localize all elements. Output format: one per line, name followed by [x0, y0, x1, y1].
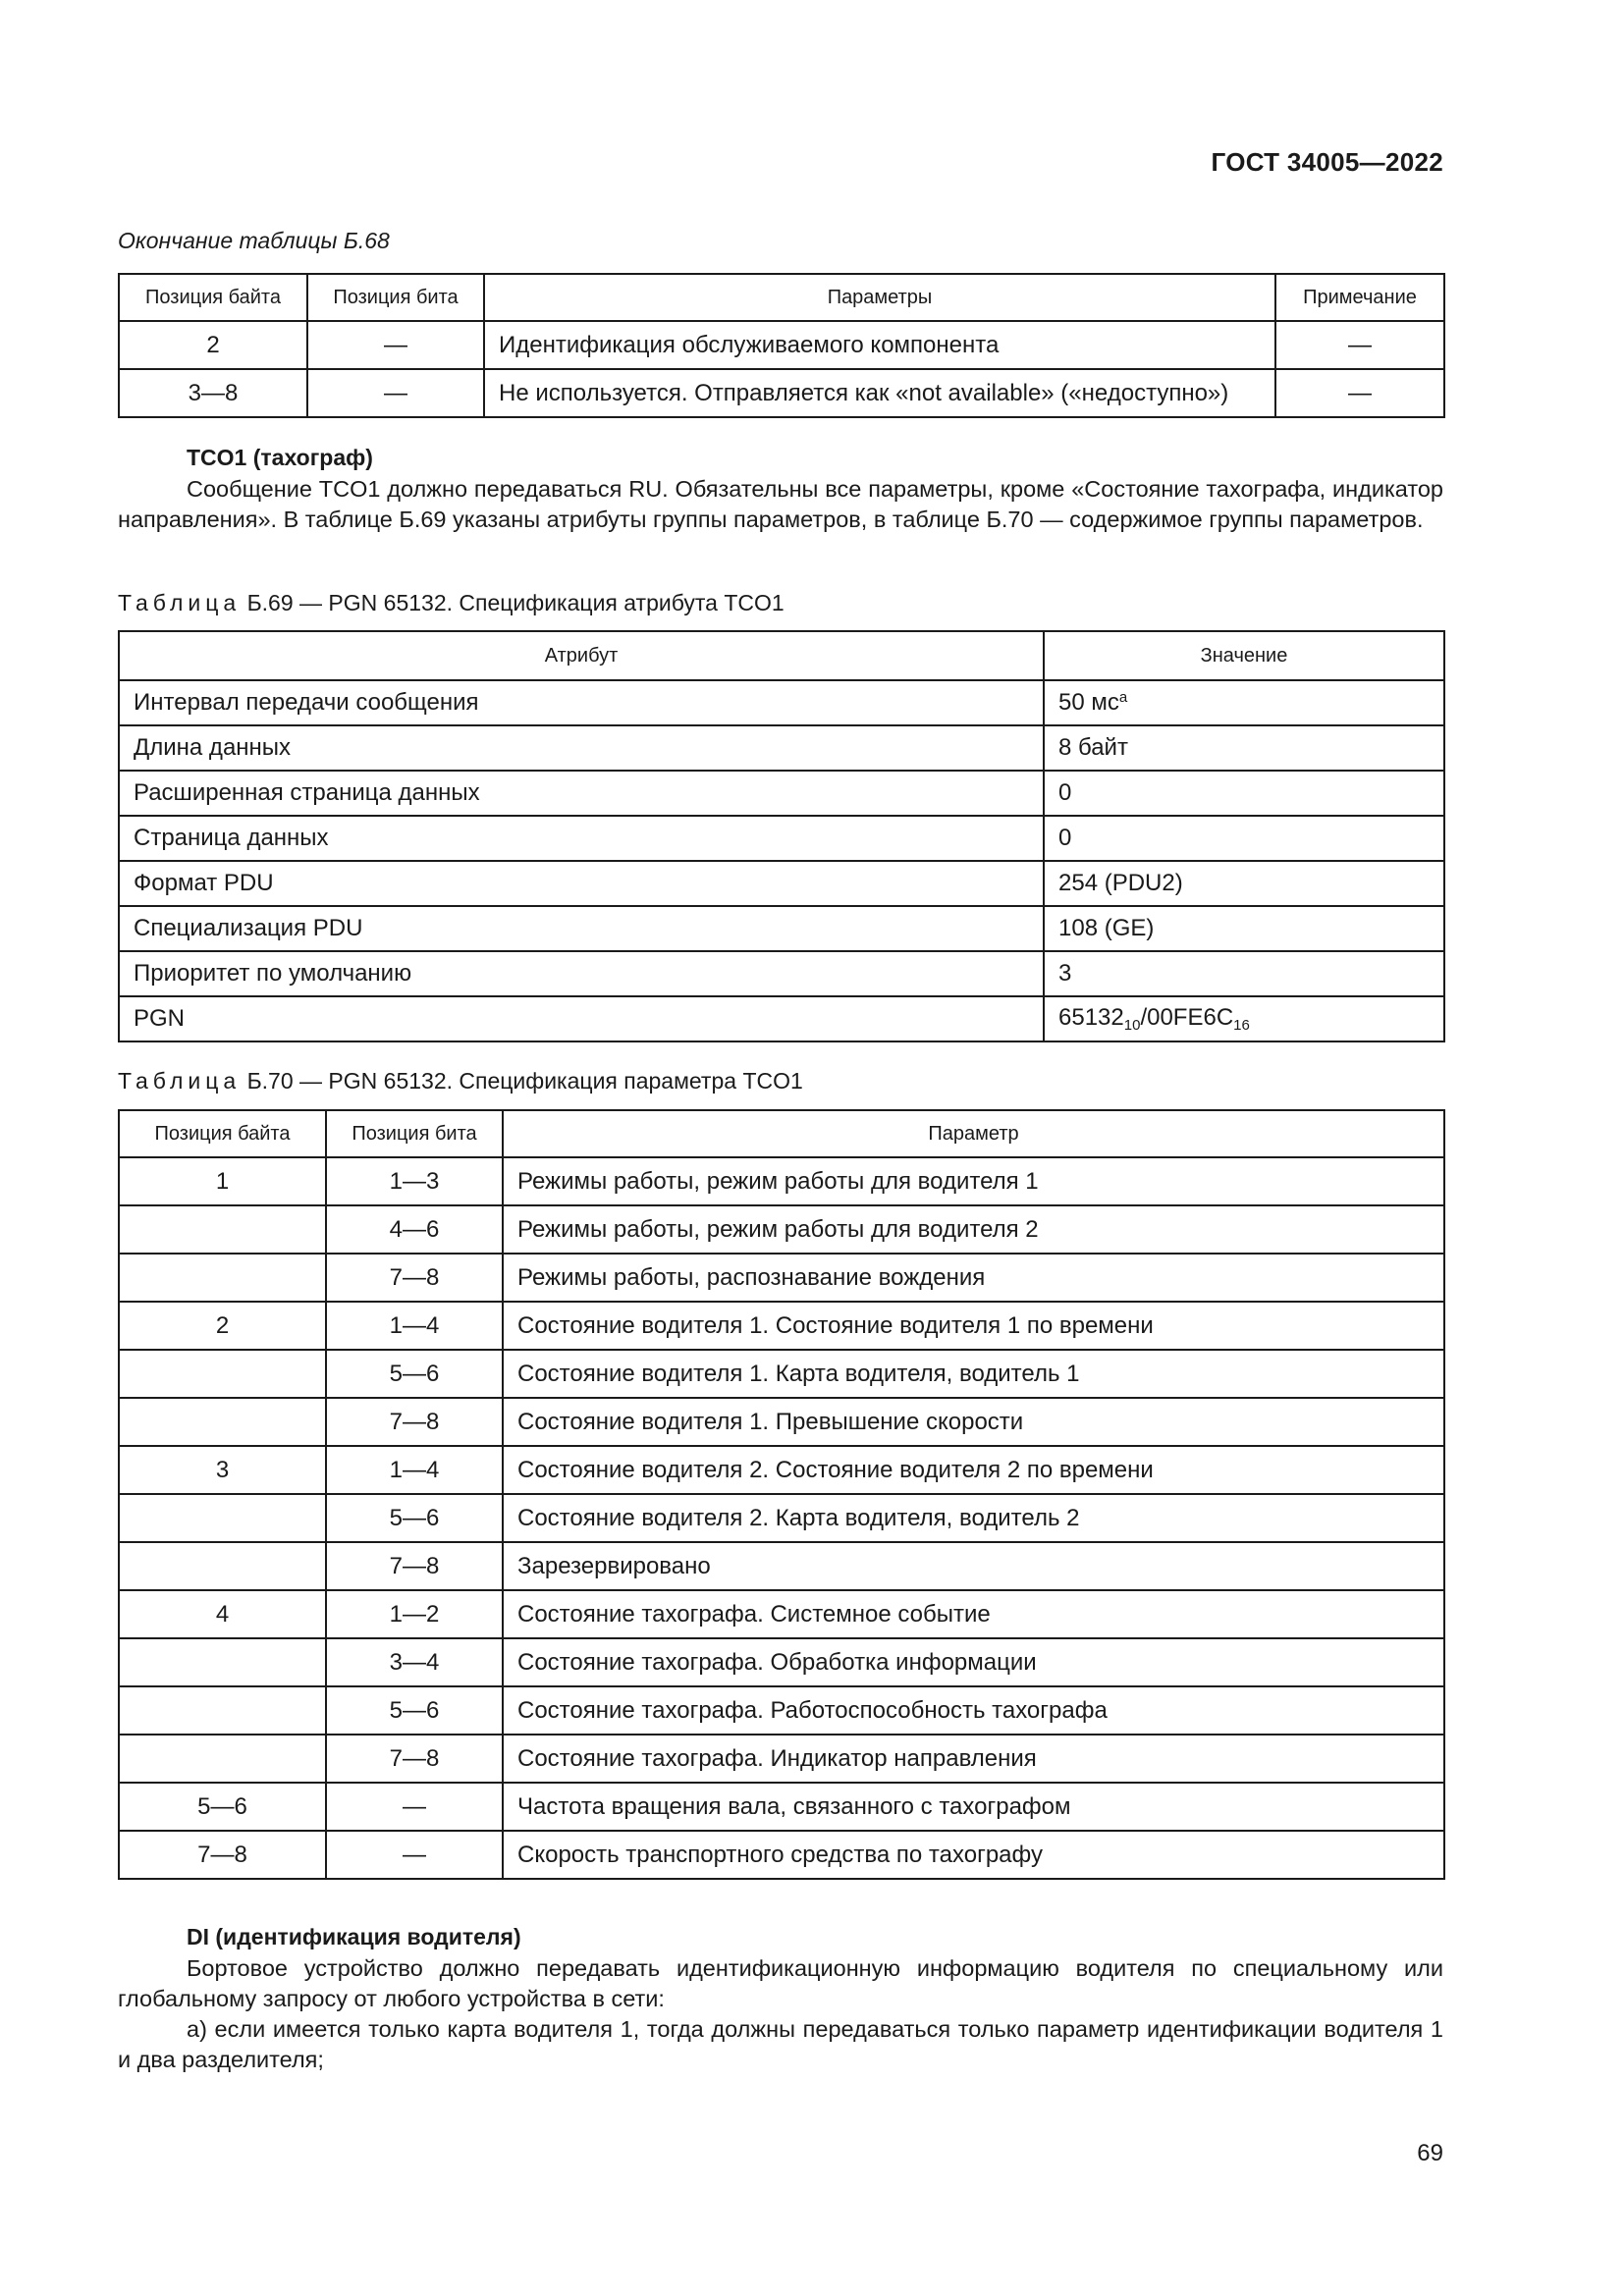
document-header: ГОСТ 34005—2022	[1211, 147, 1443, 177]
value-cell	[1044, 996, 1444, 1041]
parameter-cell: Состояние водителя 1. Превышение скорости	[503, 1398, 1444, 1446]
table-b70	[118, 1109, 1445, 1880]
bit-position-cell: —	[307, 369, 484, 417]
di-paragraph-1-text: Бортовое устройство должно передавать идентификационную информацию водителя по специальному или глобальному запросу от любого устройства в сети:	[118, 1955, 1443, 2011]
byte-position-cell: 1	[119, 1157, 326, 1205]
parameter-cell: Состояние тахографа. Работоспособность тахографа	[503, 1686, 1444, 1735]
bit-position-cell: 7—8	[326, 1398, 503, 1446]
table-row	[119, 1590, 1444, 1638]
byte-position-cell: 2	[119, 1302, 326, 1350]
parameter-cell: Состояние водителя 2. Карта водителя, водитель 2	[503, 1494, 1444, 1542]
column-header: Параметры	[484, 274, 1275, 321]
column-header: Атрибут	[119, 631, 1044, 680]
table-row	[119, 996, 1444, 1041]
parameter-cell: Состояние водителя 1. Состояние водителя 1 по времени	[503, 1302, 1444, 1350]
value-text: 50 мс	[1058, 689, 1119, 716]
table-row	[119, 725, 1444, 771]
attribute-cell: Длина данных	[119, 725, 1044, 771]
parameter-cell: Частота вращения вала, связанного с тахографом	[503, 1783, 1444, 1831]
bit-position-cell: 1—3	[326, 1157, 503, 1205]
value-cell	[1044, 680, 1444, 725]
table-b69-caption	[118, 590, 785, 616]
attribute-cell: Страница данных	[119, 816, 1044, 861]
byte-position-cell	[119, 1735, 326, 1783]
value-text: /00FE6C	[1140, 1004, 1234, 1031]
di-paragraph-1	[118, 1953, 1443, 2014]
parameter-cell: Зарезервировано	[503, 1542, 1444, 1590]
bit-position-cell: 5—6	[326, 1350, 503, 1398]
byte-position-cell	[119, 1686, 326, 1735]
byte-position-cell: 5—6	[119, 1783, 326, 1831]
parameter-cell: Режимы работы, режим работы для водителя 1	[503, 1157, 1444, 1205]
byte-position-cell	[119, 1398, 326, 1446]
table-row	[119, 369, 1444, 417]
bit-position-cell: 1—4	[326, 1302, 503, 1350]
table-row	[119, 1446, 1444, 1494]
table-label: Таблица	[118, 590, 242, 615]
table-row	[119, 816, 1444, 861]
parameter-cell: Не используется. Отправляется как «not available» («недоступно»)	[484, 369, 1275, 417]
table-row	[119, 906, 1444, 951]
column-header: Примечание	[1275, 274, 1444, 321]
table-caption-text: Б.69 — PGN 65132. Спецификация атрибута TCO1	[241, 590, 785, 615]
tco1-paragraph	[118, 474, 1443, 535]
table-b70-body	[119, 1157, 1444, 1879]
value-text: 65132	[1058, 1004, 1124, 1031]
byte-position-cell	[119, 1205, 326, 1254]
table-row	[119, 1686, 1444, 1735]
table-row	[119, 321, 1444, 369]
column-header: Позиция бита	[307, 274, 484, 321]
bit-position-cell: —	[307, 321, 484, 369]
radix-subscript: 16	[1233, 1017, 1250, 1034]
table-row	[119, 771, 1444, 816]
column-header: Значение	[1044, 631, 1444, 680]
attribute-cell: PGN	[119, 996, 1044, 1041]
attribute-cell: Приоритет по умолчанию	[119, 951, 1044, 996]
di-paragraph-2	[118, 2014, 1443, 2075]
table-row	[119, 861, 1444, 906]
byte-position-cell	[119, 1254, 326, 1302]
table-row	[119, 1638, 1444, 1686]
table-b69	[118, 630, 1445, 1042]
tco1-paragraph-text: Сообщение TCO1 должно передаваться RU. Обязательны все параметры, кроме «Состояние тахографа, индикатор направления». В таблице Б.69 указаны атрибуты группы параметров, в таблице Б.70 — содержимое группы параметров.	[118, 476, 1443, 532]
table-row	[119, 1398, 1444, 1446]
di-paragraph-2-text: а) если имеется только карта водителя 1, тогда должны передаваться только параметр идентификации водителя 1 и два разделителя;	[118, 2016, 1443, 2072]
byte-position-cell: 7—8	[119, 1831, 326, 1879]
value-cell: 0	[1044, 816, 1444, 861]
bit-position-cell: 3—4	[326, 1638, 503, 1686]
note-cell: —	[1275, 369, 1444, 417]
table-row	[119, 1542, 1444, 1590]
table-b68-end	[118, 273, 1445, 418]
bit-position-cell: 1—2	[326, 1590, 503, 1638]
byte-position-cell: 4	[119, 1590, 326, 1638]
byte-position-cell	[119, 1542, 326, 1590]
byte-position-cell: 3	[119, 1446, 326, 1494]
bit-position-cell: —	[326, 1783, 503, 1831]
table-row	[119, 1205, 1444, 1254]
parameter-cell: Режимы работы, режим работы для водителя 2	[503, 1205, 1444, 1254]
byte-position-cell: 2	[119, 321, 307, 369]
table-b70-caption	[118, 1068, 803, 1095]
table-row	[119, 1302, 1444, 1350]
section-title-tco1: TCO1 (тахограф)	[187, 445, 373, 470]
byte-position-cell	[119, 1638, 326, 1686]
column-header: Позиция байта	[119, 274, 307, 321]
attribute-cell: Специализация PDU	[119, 906, 1044, 951]
bit-position-cell: 5—6	[326, 1686, 503, 1735]
value-cell: 108 (GE)	[1044, 906, 1444, 951]
bit-position-cell: 5—6	[326, 1494, 503, 1542]
page-number: 69	[1417, 2140, 1443, 2166]
parameter-cell: Режимы работы, распознавание вождения	[503, 1254, 1444, 1302]
bit-position-cell: 4—6	[326, 1205, 503, 1254]
column-header: Позиция бита	[326, 1110, 503, 1157]
column-header: Позиция байта	[119, 1110, 326, 1157]
attribute-cell: Интервал передачи сообщения	[119, 680, 1044, 725]
value-cell: 0	[1044, 771, 1444, 816]
parameter-cell: Состояние тахографа. Обработка информации	[503, 1638, 1444, 1686]
parameter-cell: Состояние водителя 2. Состояние водителя 2 по времени	[503, 1446, 1444, 1494]
table-row	[119, 1735, 1444, 1783]
parameter-cell: Скорость транспортного средства по тахографу	[503, 1831, 1444, 1879]
table-row	[119, 951, 1444, 996]
parameter-cell: Идентификация обслуживаемого компонента	[484, 321, 1275, 369]
note-cell: —	[1275, 321, 1444, 369]
bit-position-cell: —	[326, 1831, 503, 1879]
radix-subscript: 10	[1123, 1017, 1141, 1034]
bit-position-cell: 1—4	[326, 1446, 503, 1494]
footnote-mark: a	[1118, 689, 1128, 706]
parameter-cell: Состояние водителя 1. Карта водителя, водитель 1	[503, 1350, 1444, 1398]
table-row	[119, 680, 1444, 725]
byte-position-cell	[119, 1350, 326, 1398]
value-cell: 254 (PDU2)	[1044, 861, 1444, 906]
table-row	[119, 1494, 1444, 1542]
bit-position-cell: 7—8	[326, 1254, 503, 1302]
attribute-cell: Расширенная страница данных	[119, 771, 1044, 816]
table-label: Таблица	[118, 1068, 242, 1094]
value-cell: 3	[1044, 951, 1444, 996]
byte-position-cell: 3—8	[119, 369, 307, 417]
column-header: Параметр	[503, 1110, 1444, 1157]
table-row	[119, 1350, 1444, 1398]
table-row	[119, 1831, 1444, 1879]
bit-position-cell: 7—8	[326, 1735, 503, 1783]
attribute-cell: Формат PDU	[119, 861, 1044, 906]
table-row	[119, 1783, 1444, 1831]
table-caption-text: Б.70 — PGN 65132. Спецификация параметра TCO1	[241, 1068, 803, 1094]
parameter-cell: Состояние тахографа. Индикатор направления	[503, 1735, 1444, 1783]
table-row	[119, 1157, 1444, 1205]
byte-position-cell	[119, 1494, 326, 1542]
value-cell: 8 байт	[1044, 725, 1444, 771]
bit-position-cell: 7—8	[326, 1542, 503, 1590]
section-title-di: DI (идентификация водителя)	[187, 1924, 521, 1949]
parameter-cell: Состояние тахографа. Системное событие	[503, 1590, 1444, 1638]
table-caption-continuation: Окончание таблицы Б.68	[118, 228, 390, 253]
table-row	[119, 1254, 1444, 1302]
